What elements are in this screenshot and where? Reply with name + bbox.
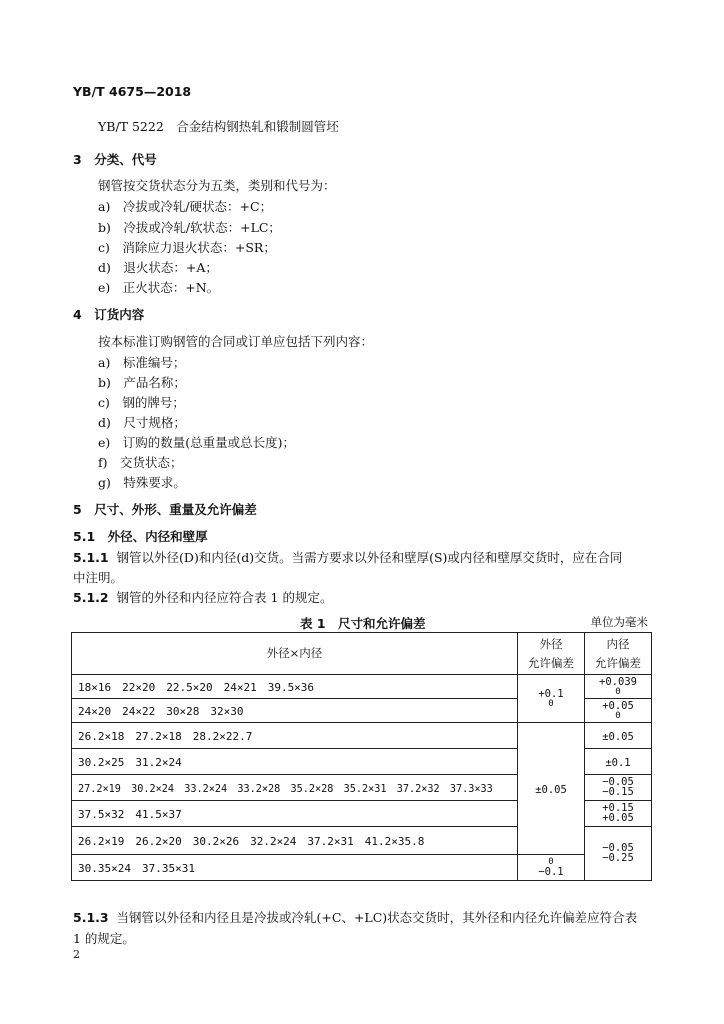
page-number: 2 xyxy=(73,948,80,961)
dimensions-table xyxy=(71,632,652,881)
normative-reference: YB/T 5222 合金结构钢热轧和锻制圆管坯 xyxy=(98,119,339,134)
col-header-od-tolerance: 外径 允许偏差 xyxy=(518,633,585,675)
section-5-1-heading: 5.1 外径、内径和壁厚 xyxy=(73,529,208,544)
table-unit: 单位为毫米 xyxy=(590,615,648,629)
size-cell: 18×16 22×20 22.5×20 24×21 39.5×36 xyxy=(72,675,518,699)
od-tolerance-cell: +0.1 0 xyxy=(518,675,585,723)
size-cell: 37.5×32 41.5×37 xyxy=(72,801,518,827)
list-item: a) 冷拔或冷轧/硬状态：+C； xyxy=(98,199,273,214)
size-cell: 26.2×18 27.2×18 28.2×22.7 xyxy=(72,723,518,749)
section-3-heading: 3 分类、代号 xyxy=(73,152,157,167)
id-tolerance-cell: ±0.05 xyxy=(585,723,652,749)
clause-number: 5.1.3 xyxy=(73,910,109,925)
table-header-row xyxy=(72,633,652,675)
list-item: b) 冷拔或冷轧/软状态：+LC； xyxy=(98,220,281,235)
id-tolerance-cell: +0.05 0 xyxy=(585,699,652,723)
table-title: 表 1 尺寸和允许偏差 xyxy=(300,616,426,631)
id-tolerance-cell: +0.15 +0.05 xyxy=(585,801,652,827)
clause-5-1-1 xyxy=(73,548,622,566)
id-tolerance-cell: +0.039 0 xyxy=(585,675,652,699)
section-5-heading: 5 尺寸、外形、重量及允许偏差 xyxy=(73,502,257,517)
list-item: b) 产品名称； xyxy=(98,375,186,390)
clause-text: 钢管的外径和内径应符合表 1 的规定。 xyxy=(116,590,333,605)
list-item: c) 钢的牌号； xyxy=(98,395,185,410)
section-4-intro: 按本标准订购钢管的合同或订单应包括下列内容： xyxy=(98,334,374,349)
id-tolerance-cell: −0.05 −0.15 xyxy=(585,775,652,801)
table-row xyxy=(72,675,652,699)
list-item: e) 正火状态：+N。 xyxy=(98,280,220,295)
clause-5-1-3 xyxy=(73,908,637,926)
clause-text: 当钢管以外径和内径且是冷拔或冷轧(+C、+LC)状态交货时，其外径和内径允许偏差应符合表 xyxy=(116,910,638,925)
clause-5-1-1-continued: 中注明。 xyxy=(73,570,124,585)
size-cell: 24×20 24×22 30×28 32×30 xyxy=(72,699,518,723)
list-item: d) 退火状态：+A； xyxy=(98,260,218,275)
section-3-intro: 钢管按交货状态分为五类，类别和代号为： xyxy=(98,178,336,193)
table-row xyxy=(72,723,652,749)
table-row xyxy=(72,855,652,881)
id-tolerance-cell: ±0.1 xyxy=(585,749,652,775)
col-header-sizes: 外径×内径 xyxy=(72,633,518,675)
list-item: f) 交货状态； xyxy=(98,455,183,470)
list-item: e) 订购的数量(总重量或总长度)； xyxy=(98,435,296,450)
col-header-id-tolerance: 内径 允许偏差 xyxy=(585,633,652,675)
clause-number: 5.1.1 xyxy=(73,550,109,565)
standard-number: YB/T 4675—2018 xyxy=(73,84,192,99)
size-cell: 30.2×25 31.2×24 xyxy=(72,749,518,775)
id-tolerance-cell: −0.05 −0.25 xyxy=(585,827,652,881)
od-tolerance-cell: 0 −0.1 xyxy=(518,855,585,881)
list-item: c) 消除应力退火状态：+SR； xyxy=(98,240,276,255)
clause-number: 5.1.2 xyxy=(73,590,109,605)
list-item: a) 标准编号； xyxy=(98,355,186,370)
clause-5-1-3-continued: 1 的规定。 xyxy=(73,931,135,946)
list-item: g) 特殊要求。 xyxy=(98,475,186,490)
section-4-heading: 4 订货内容 xyxy=(73,307,145,322)
list-item: d) 尺寸规格； xyxy=(98,415,186,430)
clause-text: 钢管以外径(D)和内径(d)交货。当需方要求以外径和壁厚(S)或内径和壁厚交货时，应在合同 xyxy=(116,550,623,565)
size-cell: 27.2×19 30.2×24 33.2×24 33.2×28 35.2×28 35.2×31 37.2×32 37.3×33 xyxy=(72,775,518,801)
size-cell: 30.35×24 37.35×31 xyxy=(72,855,518,881)
size-cell: 26.2×19 26.2×20 30.2×26 32.2×24 37.2×31 41.2×35.8 xyxy=(72,827,518,855)
clause-5-1-2 xyxy=(73,588,332,606)
od-tolerance-cell: ±0.05 xyxy=(518,723,585,855)
